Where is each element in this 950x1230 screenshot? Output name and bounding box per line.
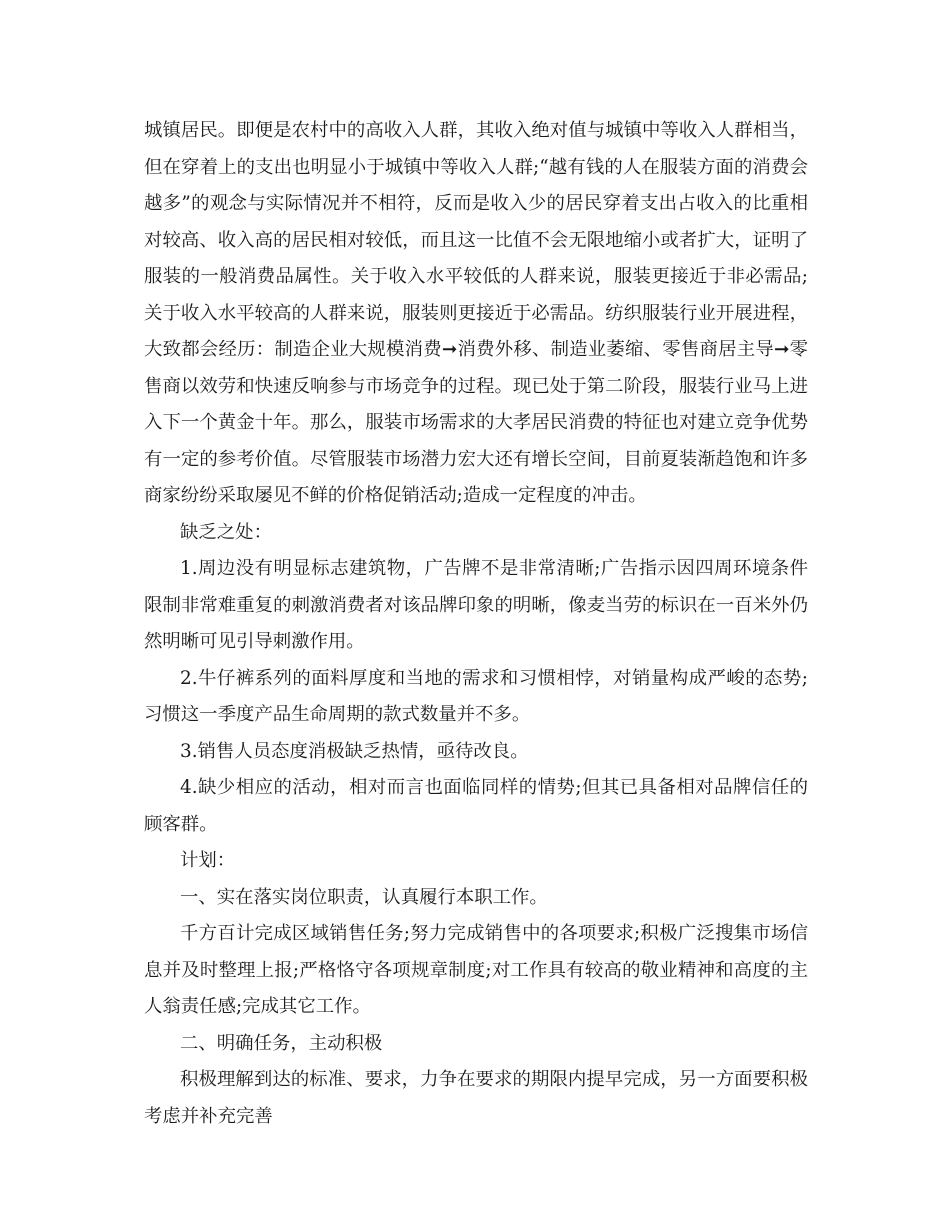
list-item: 4.缺少相应的活动，相对而言也面临同样的情势;但其已具备相对品牌信任的顾客群。 [144, 777, 808, 835]
list-item: 1.周边没有明显标志建筑物，广告牌不是非常清晰;广告指示因四周环境条件限制非常难重复的刺激消费者对该品牌印象的明晰，像麦当劳的标识在一百米外仍然明晰可见引导刺激作用。 [144, 558, 808, 652]
list-item: 3.销售人员态度消极缺乏热情，亟待改良。 [180, 740, 529, 762]
body-paragraph: 千方百计完成区域销售任务;努力完成销售中的各项要求;积极广泛搜集市场信息并及时整理上报;严格恪守各项规章制度;对工作具有较高的敬业精神和高度的主人翁责任感;完成其它工作。 [144, 923, 808, 1017]
body-paragraph: 积极理解到达的标准、要求，力争在要求的期限内提早完成，另一方面要积极考虑并补充完善 [144, 1069, 808, 1127]
subsection-heading: 一、实在落实岗位职责，认真履行本职工作。 [180, 886, 548, 908]
section-heading-shortcomings: 缺乏之处： [180, 521, 272, 543]
subsection-heading: 二、明确任务，主动积极 [180, 1032, 383, 1054]
section-heading-plan: 计划： [180, 850, 236, 871]
body-paragraph: 城镇居民。即便是农村中的高收入人群，其收入绝对值与城镇中等收入人群相当，但在穿着上的支出也明显小于城镇中等收入人群;“越有钱的人在服装方面的消费会越多”的观念与实际情况并不相符，反而是收入少的居民穿着支出占收入的比重相对较高、收入高的居民相对较低，而且这一比值不会无限地缩小或者扩大，证明了服装的一般消费品属性。关于收入水平较低的人群来说，服装更接近于非必需品;关于收入水平较高的人群来说，服装则更接近于必需品。纺织服装行业开展进程，大致都会经历：制造企业大规模消费➞消费外移、制造业萎缩、零售商居主导➞零售商以效劳和快速反响参与市场竞争的过程。现已处于第二阶段，服装行业马上进入下一个黄金十年。那么，服装市场需求的大孝居民消费的特征也对建立竞争优势有一定的参考价值。尽管服装市场潜力宏大还有增长空间，目前夏装渐趋饱和许多商家纷纷采取屡见不鲜的价格促销活动;造成一定程度的冲击。 [144, 120, 808, 506]
list-item: 2.牛仔裤系列的面料厚度和当地的需求和习惯相悖，对销量构成严峻的态势;习惯这一季度产品生命周期的款式数量并不多。 [144, 667, 808, 725]
document-body [144, 113, 808, 1135]
